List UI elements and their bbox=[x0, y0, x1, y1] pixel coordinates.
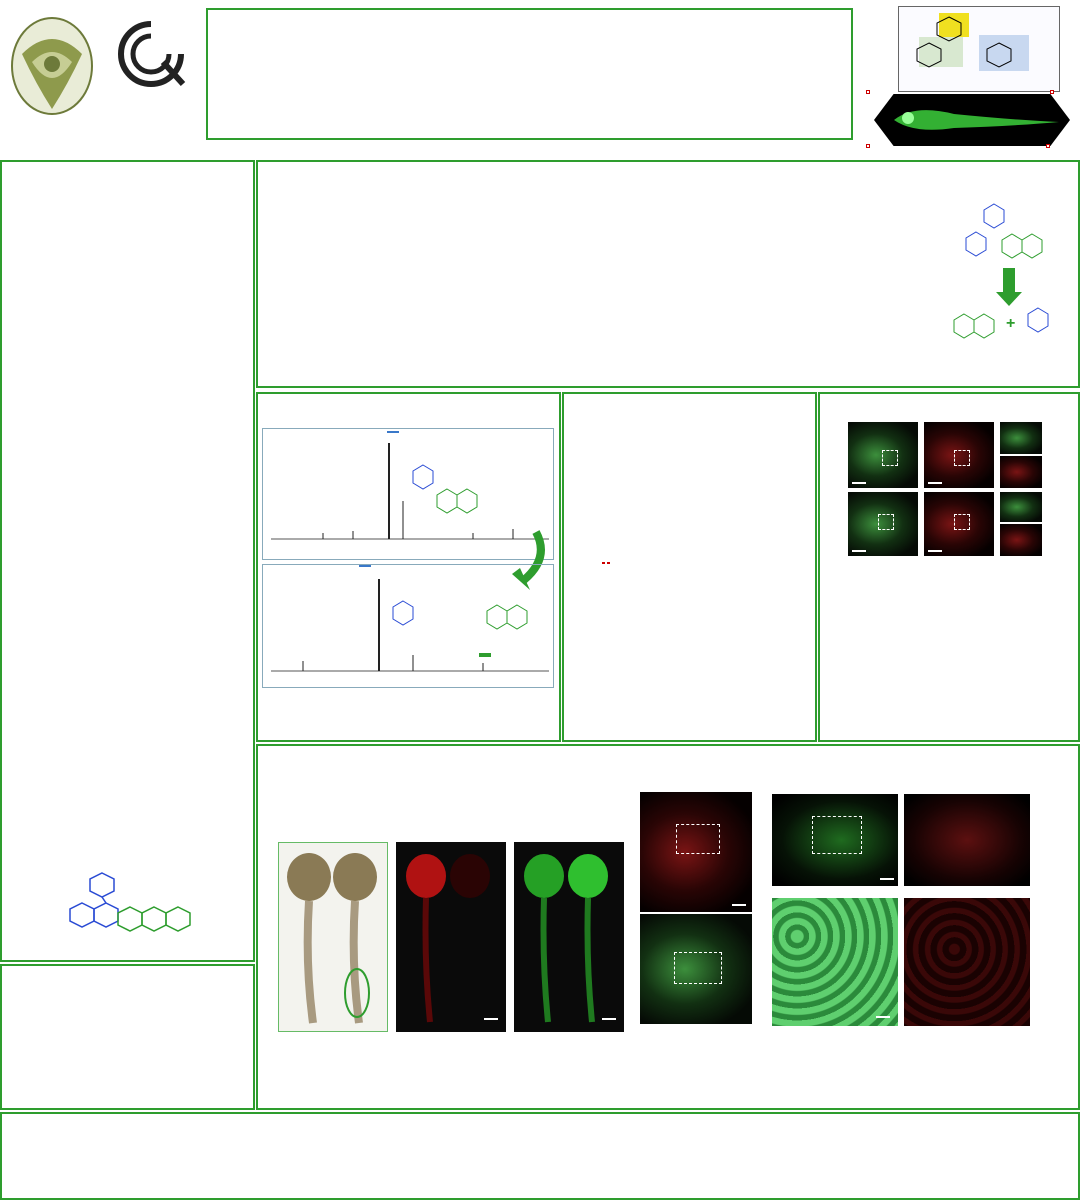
mass-spectrum-b bbox=[262, 564, 554, 688]
reaction-arrow-icon bbox=[946, 196, 1076, 344]
corner-tag-2 bbox=[1050, 90, 1054, 94]
cc334-molecule-icon bbox=[52, 867, 212, 947]
mass-spectrum-b-plot bbox=[263, 565, 555, 689]
decay-chart bbox=[568, 436, 814, 564]
zebrafish-green-icon bbox=[874, 94, 1070, 146]
reaction-scheme bbox=[946, 196, 1076, 344]
mass-box bbox=[256, 392, 561, 742]
mass-product-peak bbox=[479, 653, 491, 657]
tres-chart bbox=[570, 578, 810, 682]
mass-peak-a bbox=[387, 431, 399, 433]
zebrafish-e-red bbox=[904, 794, 1030, 886]
title-box bbox=[206, 8, 853, 140]
ros-detection-box bbox=[256, 160, 1080, 388]
probe-structure-icon bbox=[899, 7, 1059, 91]
cell-b-red-zoom bbox=[1000, 524, 1042, 556]
zebrafish-f-red bbox=[904, 898, 1030, 1026]
ratio-chart bbox=[784, 198, 944, 348]
corner-tag-1 bbox=[866, 90, 870, 94]
zebrafish-bright bbox=[278, 842, 388, 1032]
zebrafish-green bbox=[514, 842, 624, 1032]
zebrafish-red bbox=[396, 842, 506, 1032]
fish-image bbox=[874, 94, 1070, 146]
corner-tag-3 bbox=[866, 144, 870, 148]
header-graphic bbox=[866, 4, 1078, 164]
zebrafish-d-green bbox=[640, 914, 752, 1024]
abstract-intro-box bbox=[0, 160, 255, 962]
zebrafish-bright-icon bbox=[279, 843, 389, 1033]
zebrafish-d-red bbox=[640, 792, 752, 912]
probe-scheme bbox=[898, 6, 1060, 92]
cell-a-green bbox=[848, 422, 918, 488]
photophysics-box bbox=[562, 392, 817, 742]
quimica-logo-icon bbox=[111, 18, 191, 90]
logo-instituto-quimica bbox=[105, 18, 197, 126]
cell-a-red-zoom bbox=[1000, 456, 1042, 488]
cell-spectra-chart bbox=[846, 568, 1072, 642]
unam-seal-icon bbox=[8, 14, 96, 124]
absorbance-chart bbox=[450, 198, 612, 344]
zebrafish-green-channel-icon bbox=[514, 842, 624, 1032]
mass-peak-b bbox=[359, 565, 371, 567]
zebrafish-f-green bbox=[772, 898, 898, 1026]
cell-b-red bbox=[924, 492, 994, 556]
conclusion-box bbox=[0, 964, 255, 1110]
cell-b-green bbox=[848, 492, 918, 556]
references-box bbox=[0, 1112, 1080, 1200]
cell-b-green-zoom bbox=[1000, 492, 1042, 522]
cell-a-red bbox=[924, 422, 994, 488]
fluorescence-chart bbox=[614, 198, 784, 344]
cell-microscopy-box bbox=[818, 392, 1080, 742]
svg-text:+: + bbox=[1006, 315, 1016, 332]
cc334-structure bbox=[52, 867, 212, 947]
tres-tag bbox=[602, 562, 610, 564]
logo-unam bbox=[8, 14, 96, 124]
zebrafish-box bbox=[256, 744, 1080, 1110]
zebrafish-e-green bbox=[772, 794, 898, 886]
zebrafish-red-icon bbox=[396, 842, 506, 1032]
cell-a-green-zoom bbox=[1000, 422, 1042, 454]
ros-bar-chart bbox=[264, 198, 450, 344]
corner-tag-4 bbox=[1046, 144, 1050, 148]
